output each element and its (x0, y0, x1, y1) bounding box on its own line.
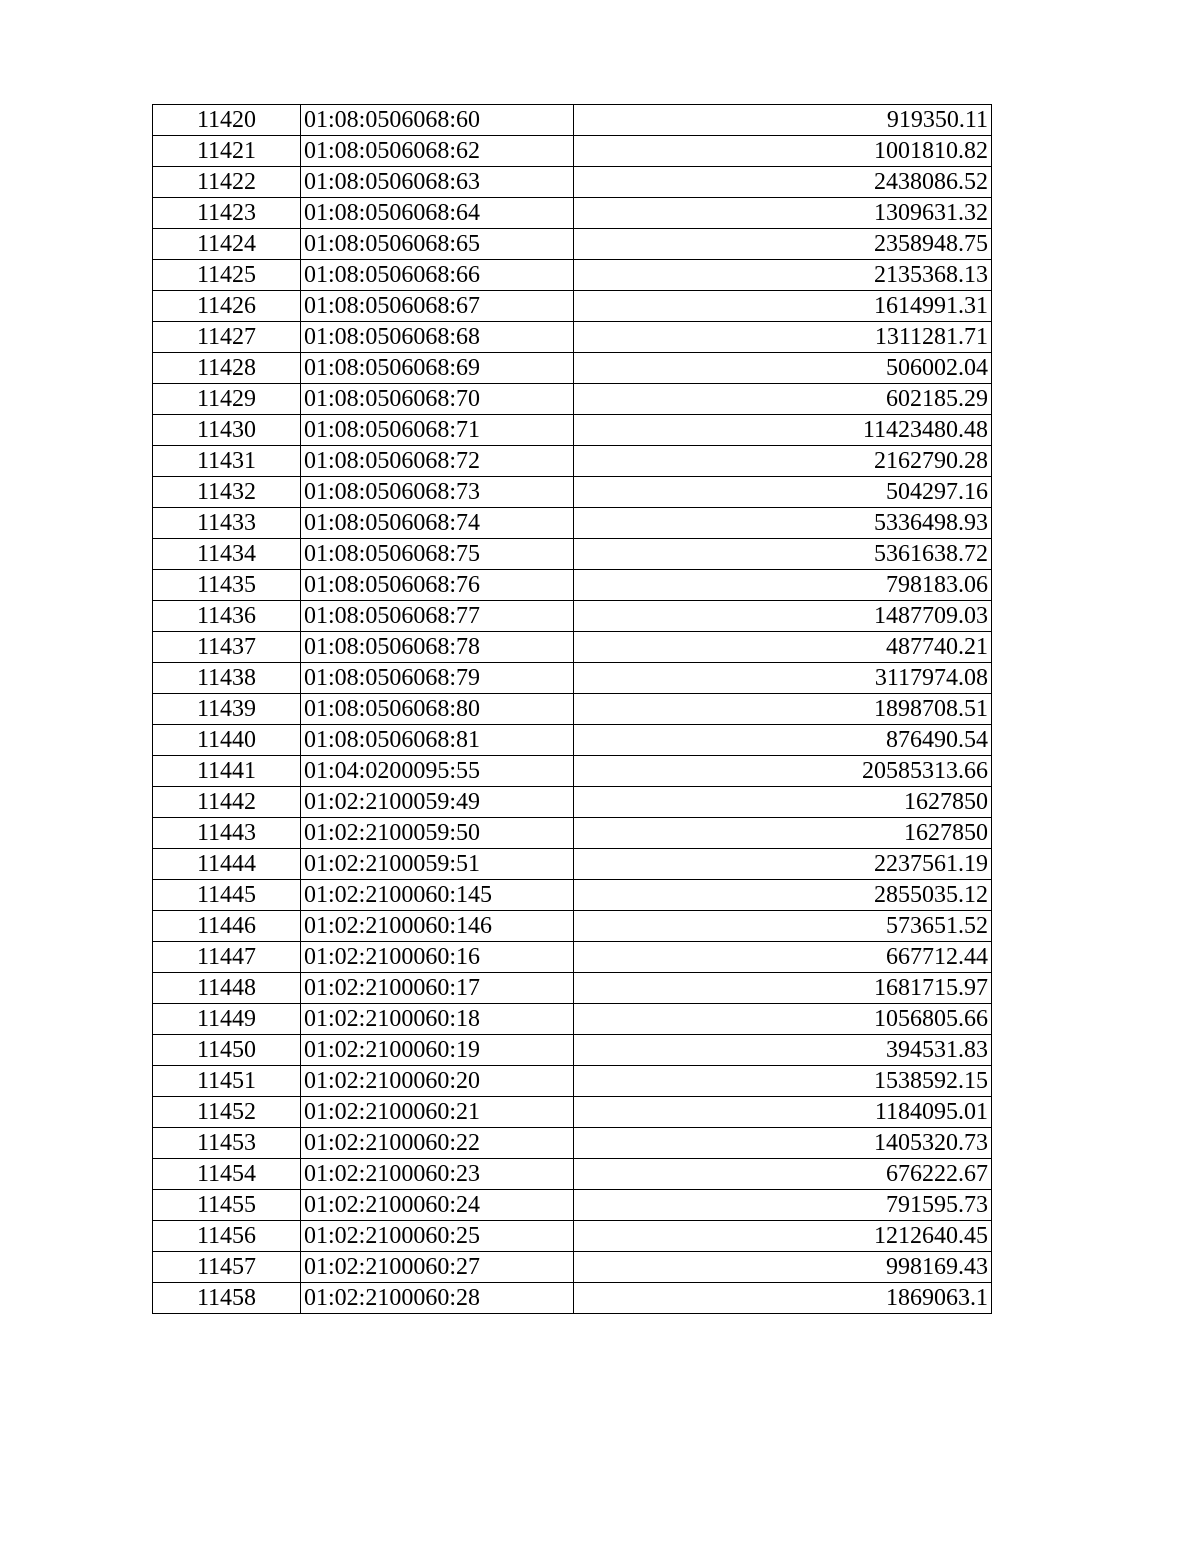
data-table (152, 104, 992, 1314)
cadastral-number-cell: 01:08:0506068:80 (301, 694, 574, 725)
row-number-cell: 11423 (153, 198, 301, 229)
row-number-cell: 11441 (153, 756, 301, 787)
table-body (153, 105, 992, 1314)
table-row (153, 973, 992, 1004)
cadastral-number-cell: 01:08:0506068:81 (301, 725, 574, 756)
row-number-cell: 11434 (153, 539, 301, 570)
amount-cell: 919350.11 (574, 105, 992, 136)
amount-cell: 1627850 (574, 818, 992, 849)
row-number-cell: 11427 (153, 322, 301, 353)
table-row (153, 229, 992, 260)
cadastral-number-cell: 01:08:0506068:75 (301, 539, 574, 570)
cadastral-number-cell: 01:02:2100059:51 (301, 849, 574, 880)
table-row (153, 415, 992, 446)
row-number-cell: 11447 (153, 942, 301, 973)
amount-cell: 676222.67 (574, 1159, 992, 1190)
row-number-cell: 11422 (153, 167, 301, 198)
table-row (153, 1283, 992, 1314)
amount-cell: 791595.73 (574, 1190, 992, 1221)
row-number-cell: 11430 (153, 415, 301, 446)
table-row (153, 384, 992, 415)
amount-cell: 11423480.48 (574, 415, 992, 446)
table-row (153, 291, 992, 322)
row-number-cell: 11443 (153, 818, 301, 849)
cadastral-number-cell: 01:08:0506068:73 (301, 477, 574, 508)
table-row (153, 539, 992, 570)
table-row (153, 601, 992, 632)
amount-cell: 876490.54 (574, 725, 992, 756)
amount-cell: 1487709.03 (574, 601, 992, 632)
row-number-cell: 11425 (153, 260, 301, 291)
amount-cell: 1898708.51 (574, 694, 992, 725)
cadastral-number-cell: 01:02:2100060:145 (301, 880, 574, 911)
table-row (153, 880, 992, 911)
table-row (153, 570, 992, 601)
amount-cell: 20585313.66 (574, 756, 992, 787)
amount-cell: 602185.29 (574, 384, 992, 415)
table-row (153, 756, 992, 787)
row-number-cell: 11426 (153, 291, 301, 322)
amount-cell: 394531.83 (574, 1035, 992, 1066)
row-number-cell: 11435 (153, 570, 301, 601)
amount-cell: 2358948.75 (574, 229, 992, 260)
table-row (153, 1159, 992, 1190)
table-row (153, 105, 992, 136)
table-row (153, 508, 992, 539)
row-number-cell: 11448 (153, 973, 301, 1004)
table-row (153, 260, 992, 291)
amount-cell: 1056805.66 (574, 1004, 992, 1035)
table-row (153, 1066, 992, 1097)
row-number-cell: 11444 (153, 849, 301, 880)
cadastral-number-cell: 01:02:2100060:25 (301, 1221, 574, 1252)
row-number-cell: 11420 (153, 105, 301, 136)
table-row (153, 477, 992, 508)
cadastral-number-cell: 01:08:0506068:69 (301, 353, 574, 384)
cadastral-number-cell: 01:08:0506068:66 (301, 260, 574, 291)
amount-cell: 2162790.28 (574, 446, 992, 477)
table-row (153, 1035, 992, 1066)
amount-cell: 1212640.45 (574, 1221, 992, 1252)
cadastral-number-cell: 01:02:2100060:19 (301, 1035, 574, 1066)
cadastral-number-cell: 01:08:0506068:76 (301, 570, 574, 601)
row-number-cell: 11440 (153, 725, 301, 756)
amount-cell: 1627850 (574, 787, 992, 818)
table-row (153, 911, 992, 942)
amount-cell: 1309631.32 (574, 198, 992, 229)
row-number-cell: 11421 (153, 136, 301, 167)
cadastral-number-cell: 01:08:0506068:65 (301, 229, 574, 260)
row-number-cell: 11452 (153, 1097, 301, 1128)
table-row (153, 849, 992, 880)
amount-cell: 998169.43 (574, 1252, 992, 1283)
cadastral-number-cell: 01:08:0506068:72 (301, 446, 574, 477)
table-row (153, 818, 992, 849)
table-row (153, 322, 992, 353)
table-row (153, 1128, 992, 1159)
table-row (153, 136, 992, 167)
amount-cell: 5336498.93 (574, 508, 992, 539)
amount-cell: 2438086.52 (574, 167, 992, 198)
cadastral-number-cell: 01:02:2100060:24 (301, 1190, 574, 1221)
cadastral-number-cell: 01:08:0506068:62 (301, 136, 574, 167)
amount-cell: 667712.44 (574, 942, 992, 973)
cadastral-number-cell: 01:02:2100060:16 (301, 942, 574, 973)
row-number-cell: 11445 (153, 880, 301, 911)
cadastral-number-cell: 01:08:0506068:79 (301, 663, 574, 694)
cadastral-number-cell: 01:08:0506068:68 (301, 322, 574, 353)
table-row (153, 1004, 992, 1035)
row-number-cell: 11446 (153, 911, 301, 942)
row-number-cell: 11450 (153, 1035, 301, 1066)
row-number-cell: 11438 (153, 663, 301, 694)
amount-cell: 5361638.72 (574, 539, 992, 570)
cadastral-number-cell: 01:02:2100059:49 (301, 787, 574, 818)
table-row (153, 663, 992, 694)
cadastral-number-cell: 01:08:0506068:71 (301, 415, 574, 446)
cadastral-number-cell: 01:02:2100060:28 (301, 1283, 574, 1314)
amount-cell: 1001810.82 (574, 136, 992, 167)
table-row (153, 1252, 992, 1283)
cadastral-number-cell: 01:02:2100060:22 (301, 1128, 574, 1159)
amount-cell: 504297.16 (574, 477, 992, 508)
table-row (153, 725, 992, 756)
cadastral-number-cell: 01:02:2100059:50 (301, 818, 574, 849)
row-number-cell: 11437 (153, 632, 301, 663)
row-number-cell: 11456 (153, 1221, 301, 1252)
cadastral-number-cell: 01:02:2100060:17 (301, 973, 574, 1004)
cadastral-number-cell: 01:02:2100060:18 (301, 1004, 574, 1035)
row-number-cell: 11442 (153, 787, 301, 818)
table-row (153, 787, 992, 818)
row-number-cell: 11457 (153, 1252, 301, 1283)
amount-cell: 1184095.01 (574, 1097, 992, 1128)
amount-cell: 1869063.1 (574, 1283, 992, 1314)
amount-cell: 2237561.19 (574, 849, 992, 880)
amount-cell: 1681715.97 (574, 973, 992, 1004)
cadastral-number-cell: 01:08:0506068:60 (301, 105, 574, 136)
amount-cell: 1405320.73 (574, 1128, 992, 1159)
amount-cell: 1538592.15 (574, 1066, 992, 1097)
cadastral-number-cell: 01:02:2100060:27 (301, 1252, 574, 1283)
cadastral-number-cell: 01:08:0506068:70 (301, 384, 574, 415)
amount-cell: 487740.21 (574, 632, 992, 663)
cadastral-number-cell: 01:08:0506068:64 (301, 198, 574, 229)
cadastral-number-cell: 01:02:2100060:146 (301, 911, 574, 942)
row-number-cell: 11451 (153, 1066, 301, 1097)
amount-cell: 506002.04 (574, 353, 992, 384)
table-row (153, 1221, 992, 1252)
amount-cell: 798183.06 (574, 570, 992, 601)
table-row (153, 446, 992, 477)
row-number-cell: 11431 (153, 446, 301, 477)
row-number-cell: 11454 (153, 1159, 301, 1190)
cadastral-number-cell: 01:08:0506068:67 (301, 291, 574, 322)
cadastral-number-cell: 01:08:0506068:63 (301, 167, 574, 198)
cadastral-number-cell: 01:08:0506068:74 (301, 508, 574, 539)
cadastral-number-cell: 01:02:2100060:23 (301, 1159, 574, 1190)
amount-cell: 2855035.12 (574, 880, 992, 911)
amount-cell: 3117974.08 (574, 663, 992, 694)
cadastral-number-cell: 01:04:0200095:55 (301, 756, 574, 787)
row-number-cell: 11433 (153, 508, 301, 539)
table-row (153, 198, 992, 229)
table-row (153, 694, 992, 725)
amount-cell: 1614991.31 (574, 291, 992, 322)
table-row (153, 167, 992, 198)
cadastral-number-cell: 01:08:0506068:78 (301, 632, 574, 663)
row-number-cell: 11455 (153, 1190, 301, 1221)
row-number-cell: 11439 (153, 694, 301, 725)
amount-cell: 2135368.13 (574, 260, 992, 291)
cadastral-number-cell: 01:02:2100060:21 (301, 1097, 574, 1128)
row-number-cell: 11436 (153, 601, 301, 632)
amount-cell: 1311281.71 (574, 322, 992, 353)
row-number-cell: 11428 (153, 353, 301, 384)
table-row (153, 1097, 992, 1128)
row-number-cell: 11458 (153, 1283, 301, 1314)
table-row (153, 1190, 992, 1221)
row-number-cell: 11453 (153, 1128, 301, 1159)
amount-cell: 573651.52 (574, 911, 992, 942)
row-number-cell: 11424 (153, 229, 301, 260)
row-number-cell: 11432 (153, 477, 301, 508)
table-row (153, 353, 992, 384)
table-row (153, 632, 992, 663)
row-number-cell: 11429 (153, 384, 301, 415)
cadastral-number-cell: 01:02:2100060:20 (301, 1066, 574, 1097)
row-number-cell: 11449 (153, 1004, 301, 1035)
cadastral-number-cell: 01:08:0506068:77 (301, 601, 574, 632)
table-row (153, 942, 992, 973)
